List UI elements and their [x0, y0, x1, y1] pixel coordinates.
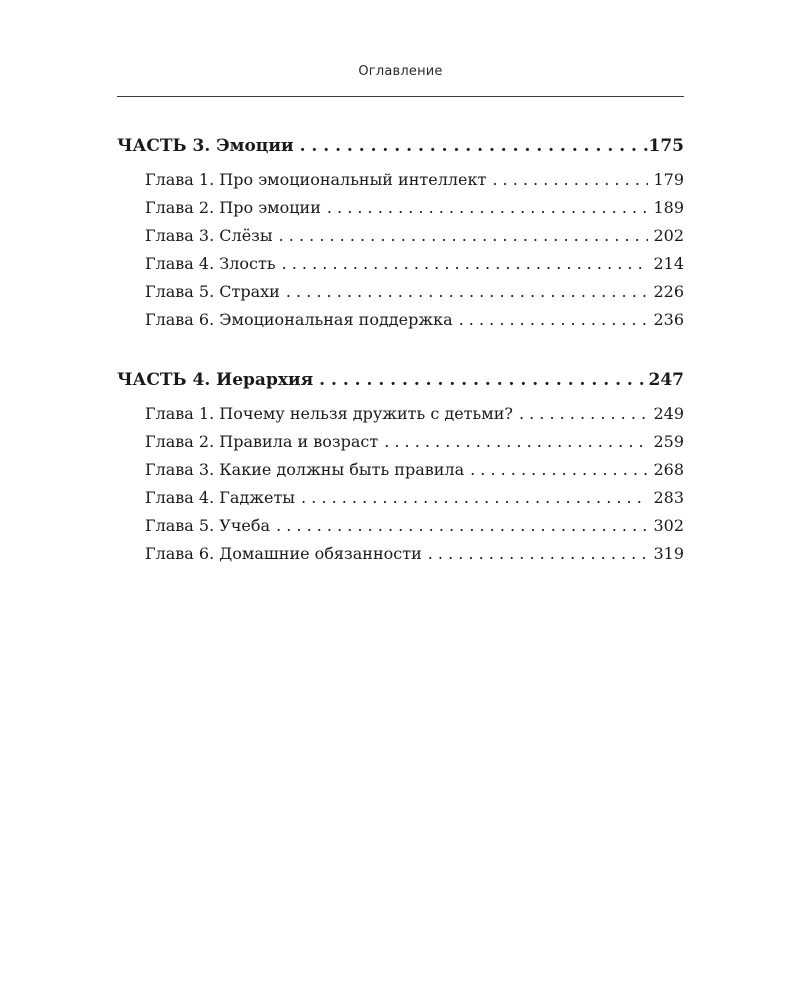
chapter-title: Глава 3. Слёзы	[145, 226, 273, 245]
chapter-title: Глава 2. Правила и возраст	[145, 432, 379, 451]
toc-chapter-entry	[117, 254, 684, 282]
toc-chapter-entry	[117, 310, 684, 338]
toc-chapter-entry	[117, 282, 684, 310]
chapter-title: Глава 5. Страхи	[145, 282, 280, 301]
dot-leader	[464, 460, 648, 479]
toc-chapter-entry	[117, 170, 684, 198]
part-block-3	[117, 136, 684, 338]
dot-leader	[280, 282, 648, 301]
chapter-title: Глава 4. Гаджеты	[145, 488, 296, 507]
dot-leader	[486, 170, 648, 189]
dot-leader	[270, 516, 648, 535]
dot-leader	[295, 488, 648, 507]
chapter-title: Глава 5. Учеба	[145, 516, 271, 535]
dot-leader	[276, 254, 648, 273]
chapter-page-number: 319	[653, 544, 684, 563]
chapter-title: Глава 2. Про эмоции	[145, 198, 321, 217]
chapter-page-number: 214	[653, 254, 684, 273]
chapter-title: Глава 6. Домашние обязанности	[145, 544, 422, 563]
dot-leader	[321, 198, 648, 217]
toc-chapter-entry	[117, 488, 684, 516]
header-rule	[117, 96, 684, 97]
part-block-4	[117, 370, 684, 572]
part-title: ЧАСТЬ 3. Эмоции	[117, 136, 294, 156]
part-page-number: 175	[648, 136, 684, 156]
dot-leader	[378, 432, 648, 451]
chapter-page-number: 302	[653, 516, 684, 535]
chapter-page-number: 249	[653, 404, 684, 423]
dot-leader	[453, 310, 648, 329]
chapter-page-number: 236	[653, 310, 684, 329]
chapter-page-number: 259	[653, 432, 684, 451]
toc-chapter-entry	[117, 516, 684, 544]
dot-leader	[273, 226, 648, 245]
chapter-page-number: 226	[653, 282, 684, 301]
toc-chapter-entry	[117, 404, 684, 432]
chapter-title: Глава 1. Про эмоциональный интеллект	[145, 170, 487, 189]
chapter-page-number: 283	[653, 488, 684, 507]
part-page-number: 247	[648, 370, 684, 390]
toc-chapter-entry	[117, 460, 684, 488]
running-head: Оглавление	[358, 64, 443, 79]
toc-chapter-entry	[117, 198, 684, 226]
table-of-contents	[117, 136, 684, 572]
part-title: ЧАСТЬ 4. Иерархия	[117, 370, 314, 390]
dot-leader	[513, 404, 648, 423]
chapter-page-number: 202	[653, 226, 684, 245]
chapter-title: Глава 1. Почему нельзя дружить с детьми?	[145, 404, 513, 423]
toc-chapter-entry	[117, 544, 684, 572]
toc-part-entry	[117, 370, 684, 398]
chapter-title: Глава 4. Злость	[145, 254, 276, 273]
chapter-title: Глава 6. Эмоциональная поддержка	[145, 310, 453, 329]
toc-chapter-entry	[117, 432, 684, 460]
chapter-title: Глава 3. Какие должны быть правила	[145, 460, 465, 479]
dot-leader	[422, 544, 648, 563]
dot-leader	[313, 370, 648, 390]
chapter-page-number: 268	[653, 460, 684, 479]
toc-chapter-entry	[117, 226, 684, 254]
toc-part-entry	[117, 136, 684, 164]
dot-leader	[294, 136, 648, 156]
chapter-page-number: 179	[653, 170, 684, 189]
chapter-page-number: 189	[653, 198, 684, 217]
